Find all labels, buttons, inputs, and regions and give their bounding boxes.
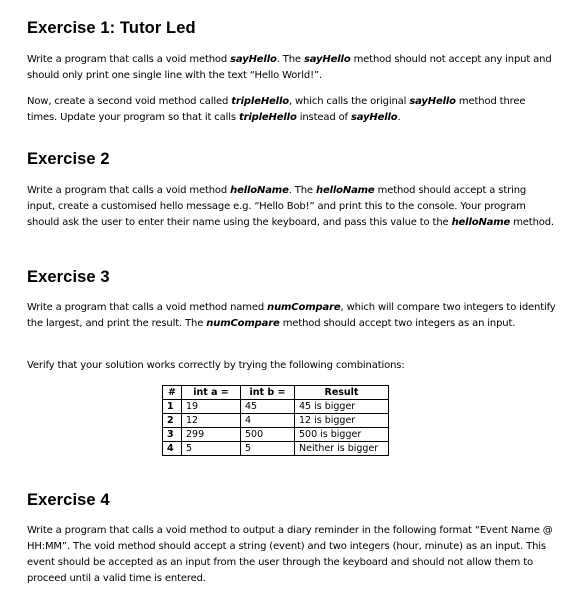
text-run: .: [397, 112, 401, 123]
table-header-cell: int b =: [241, 386, 295, 400]
text-run: Write a program that calls a void method: [27, 185, 231, 196]
text-run: method should not accept any input and should only print one single line with the text “Hello World!”.: [27, 54, 552, 81]
exercise-1-paragraph-1: [27, 52, 557, 84]
exercise-2-heading: Exercise 2: [27, 150, 110, 168]
method-name: sayHello: [409, 96, 456, 107]
result-cell: 45 is bigger: [295, 400, 389, 414]
text-run: Write a program that calls a void method named: [27, 302, 268, 313]
int-a-cell: 5: [182, 442, 241, 456]
text-run: , which calls the original: [288, 96, 410, 107]
table-row: [163, 442, 389, 456]
table-row: [163, 414, 389, 428]
int-a-cell: 12: [182, 414, 241, 428]
result-cell: 12 is bigger: [295, 414, 389, 428]
row-number: 3: [163, 428, 182, 442]
method-name: sayHello: [230, 54, 277, 65]
int-a-cell: 299: [182, 428, 241, 442]
text-run: method.: [510, 217, 554, 228]
exercise-3-paragraph-1: [27, 300, 557, 332]
row-number: 2: [163, 414, 182, 428]
text-run: Now, create a second void method called: [27, 96, 232, 107]
method-name: helloName: [451, 217, 511, 228]
method-name: numCompare: [206, 318, 280, 329]
text-run: . The: [276, 54, 304, 65]
method-name: sayHello: [350, 112, 398, 123]
row-number: 4: [163, 442, 182, 456]
text-run: instead of: [296, 112, 351, 123]
text-run: method three times. Update your program so that it calls: [27, 96, 526, 123]
method-name: numCompare: [267, 302, 341, 313]
table-header-cell: int a =: [182, 386, 241, 400]
exercise-2-paragraph-1: [27, 183, 557, 231]
exercise-3-paragraph-2: Verify that your solution works correctly by trying the following combinations:: [27, 360, 405, 371]
int-a-cell: 19: [182, 400, 241, 414]
method-name: helloName: [315, 185, 375, 196]
int-b-cell: 5: [241, 442, 295, 456]
result-cell: Neither is bigger: [295, 442, 389, 456]
text-run: . The: [288, 185, 316, 196]
exercise-4-paragraph-1: Write a program that calls a void method to output a diary reminder in the following format “Event Name @ HH:MM”. The void method should accept a string (event) and two integers (hour, minute) as an input. This event should be accepted as an input from the user through the keyboard and should not allow them to proceed until a valid time is entered.: [27, 525, 553, 584]
exercise-4-heading: Exercise 4: [27, 491, 110, 509]
int-b-cell: 45: [241, 400, 295, 414]
exercise-1-heading: Exercise 1: Tutor Led: [27, 19, 196, 37]
method-name: tripleHello: [231, 96, 289, 107]
table-row: [163, 400, 389, 414]
text-run: method should accept two integers as an input.: [279, 318, 516, 329]
int-b-cell: 4: [241, 414, 295, 428]
table-row: [163, 428, 389, 442]
exercise-3-heading: Exercise 3: [27, 268, 110, 286]
text-run: , which will compare two integers to identify the largest, and print the result. The: [27, 302, 556, 329]
method-name: sayHello: [303, 54, 351, 65]
method-name: tripleHello: [238, 112, 297, 123]
int-b-cell: 500: [241, 428, 295, 442]
result-cell: 500 is bigger: [295, 428, 389, 442]
table-header-cell: Result: [295, 386, 389, 400]
text-run: Write a program that calls a void method: [27, 54, 231, 65]
combinations-table: [162, 385, 389, 456]
text-run: method should accept a string input, create a customised hello message e.g. “Hello Bob!” and print this to the console. Your program should ask the user to enter their name using the keyboard, and pass this value to the: [27, 185, 527, 228]
method-name: helloName: [230, 185, 289, 196]
exercise-1-paragraph-2: [27, 94, 557, 126]
table-header-row: [163, 386, 389, 400]
row-number: 1: [163, 400, 182, 414]
table-header-cell: #: [163, 386, 182, 400]
